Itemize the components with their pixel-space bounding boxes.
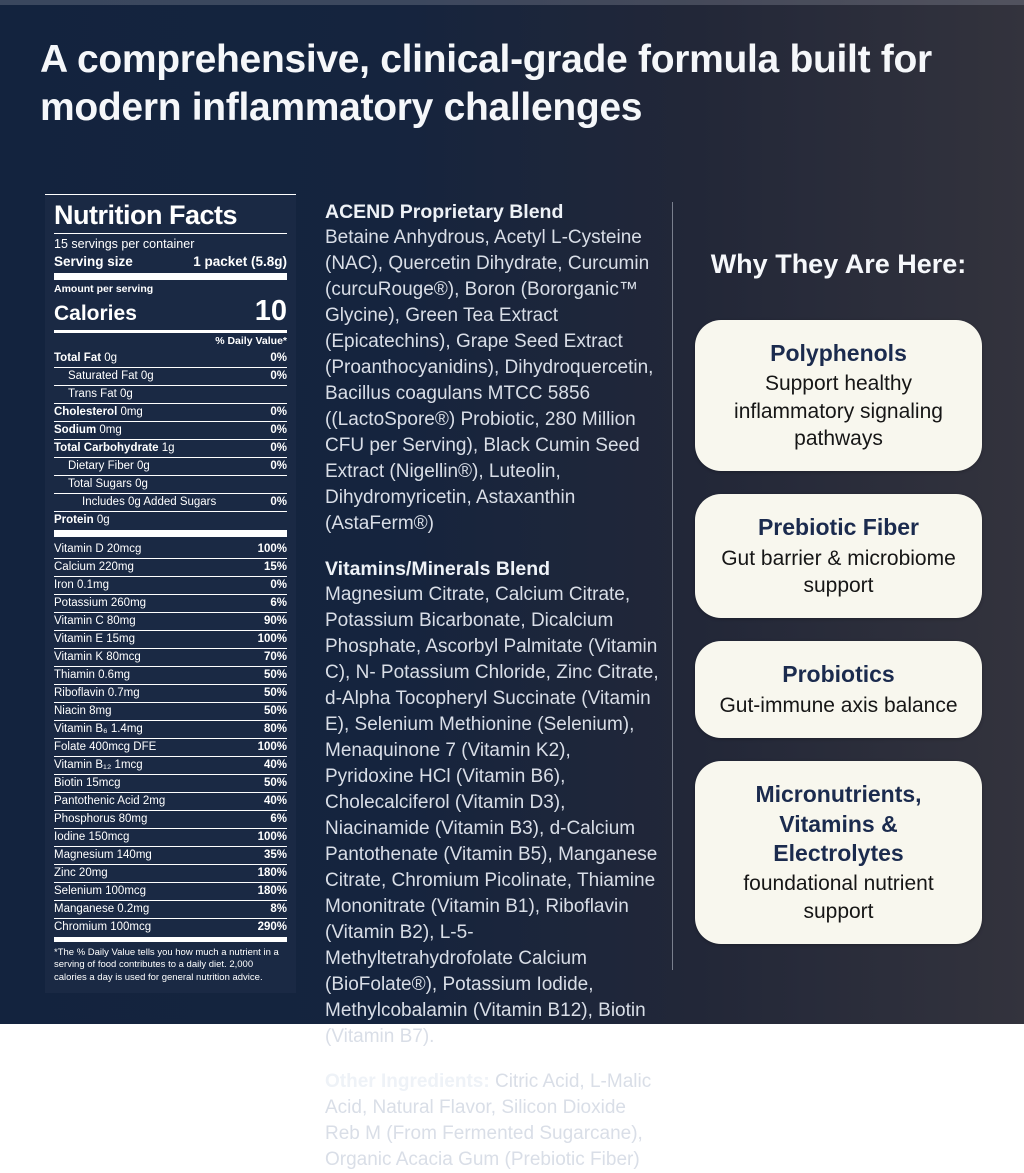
benefit-card-title: Micronutrients, Vitamins & Electrolytes [755,781,922,866]
benefit-card-body: foundational nutrient support [743,872,934,923]
daily-value: 6% [270,597,287,610]
benefit-card-body: Support healthy inflammatory signaling pathways [734,372,943,451]
nutrition-row [54,349,287,367]
daily-value: 50% [263,687,287,700]
nutrient-name: Vitamin B₆ 1.4mg [54,723,143,736]
nutrient-name: Riboflavin 0.7mg [54,687,140,700]
benefits-heading: Why They Are Here: [710,249,967,279]
benefit-card-body: Gut barrier & microbiome support [721,546,956,598]
daily-value: 100% [257,542,287,555]
nutrient-name: Includes 0g Added Sugars [82,496,217,509]
daily-value: 180% [257,885,287,898]
nutrient-name: Sodium 0mg [54,424,122,437]
daily-value: 6% [270,813,287,826]
benefit-card [695,641,982,738]
nutrient-name: Biotin 15mcg [54,777,121,790]
benefit-card-title: Polyphenols [770,340,907,366]
nutrition-row [54,846,287,864]
nutrition-row [54,648,287,666]
benefit-card-title: Probiotics [782,661,895,688]
daily-value: 40% [263,795,287,808]
nutrition-row [54,918,287,936]
benefits-column [695,249,982,967]
nutrition-row [54,810,287,828]
nutrition-row [54,594,287,612]
daily-value: 0% [270,442,287,455]
separator-bar [54,530,287,537]
benefit-cards [695,320,982,944]
benefit-card [695,761,982,944]
nutrient-name: Phosphorus 80mg [54,813,148,826]
nutrition-row [54,702,287,720]
nutrition-row [54,439,287,457]
daily-value: 15% [263,561,287,574]
daily-value: 290% [257,921,287,934]
daily-value: 0% [270,370,287,383]
nutrition-row [54,720,287,738]
calories-label: Calories [54,301,137,325]
benefit-card-body: Gut-immune axis balance [719,693,958,717]
daily-value: 100% [257,741,287,754]
nutrient-name: Folate 400mcg DFE [54,741,157,754]
nutrient-name: Calcium 220mg [54,561,134,574]
calories-row [54,295,287,333]
nutrition-row [54,511,287,529]
nutrition-row [54,403,287,421]
ingredients-section-heading: Vitamins/Minerals Blend [325,558,551,580]
daily-value: 50% [263,705,287,718]
macro-nutrient-rows [54,349,287,529]
nutrient-name: Manganese 0.2mg [54,903,150,916]
ingredients-section-heading: ACEND Proprietary Blend [325,201,564,223]
nutrition-row [54,684,287,702]
nutrition-row [54,828,287,846]
nutrition-row [54,558,287,576]
nutrient-name: Iodine 150mcg [54,831,130,844]
nutrient-name: Vitamin K 80mcg [54,651,141,664]
nutrient-name: Potassium 260mg [54,597,147,610]
ingredients-paragraph: Other Ingredients: Citric Acid, L-Malic Acid, Natural Flavor, Silicon Dioxide Reb M (From Fermented Sugarcane), Organic Acacia Gum (Prebiotic Fiber) [325,1071,652,1170]
nutrition-row [54,756,287,774]
nutrition-facts-panel [45,194,296,993]
nutrition-row [54,367,287,385]
nutrient-name: Total Fat 0g [54,351,118,364]
nutrient-name: Dietary Fiber 0g [68,460,150,473]
daily-value-header: % Daily Value* [215,334,287,347]
nutrient-name: Protein 0g [54,514,110,527]
nutrition-row [54,738,287,756]
nutrient-name: Total Carbohydrate 1g [54,442,175,455]
daily-value: 0% [270,424,287,437]
daily-value: 0% [270,496,287,509]
nutrition-row [54,612,287,630]
nutrient-name: Niacin 8mg [54,705,112,718]
nutrition-row [54,774,287,792]
nutrition-row [54,385,287,403]
vertical-divider [672,202,673,970]
nutrition-row [54,630,287,648]
nutrition-row [54,666,287,684]
nutrient-name: Trans Fat 0g [68,388,133,401]
daily-value: 0% [270,351,287,364]
nutrition-row [54,457,287,475]
daily-value: 80% [263,723,287,736]
nutrient-name: Cholesterol 0mg [54,406,143,419]
nutrition-row [54,792,287,810]
daily-value: 40% [263,759,287,772]
nutrient-name: Saturated Fat 0g [68,370,154,383]
serving-size-label: Serving size [54,253,133,269]
daily-value: 35% [263,849,287,862]
daily-value: 180% [257,867,287,880]
nutrition-row [54,864,287,882]
daily-value: 100% [257,633,287,646]
amount-per-serving-label: Amount per serving [54,282,154,295]
micro-nutrient-rows [54,540,287,936]
calories-value: 10 [254,294,287,327]
nutrition-row [54,493,287,511]
daily-value-footnote: *The % Daily Value tells you how much a nutrient in a serving of food contributes to a daily diet. 2,000 calories a day is used for general nutrition advice. [54,946,279,984]
nutrition-row [54,882,287,900]
serving-size-row [54,253,287,272]
nutrition-row [54,421,287,439]
nutrition-row [54,576,287,594]
daily-value: 0% [270,460,287,473]
nutrient-name: Chromium 100mcg [54,921,152,934]
nutrient-name: Vitamin C 80mg [54,615,136,628]
nutrition-row [54,540,287,558]
nutrient-name: Vitamin B₁₂ 1mcg [54,759,143,772]
daily-value: 100% [257,831,287,844]
page-title: A comprehensive, clinical-grade formula built for modern inflammatory challenges [40,38,932,129]
daily-value: 8% [270,903,287,916]
nutrition-facts-title: Nutrition Facts [54,200,287,234]
serving-size-value: 1 packet (5.8g) [193,253,287,269]
nutrient-name: Vitamin E 15mg [54,633,135,646]
daily-value: 70% [263,651,287,664]
benefit-card-title: Prebiotic Fiber [757,514,920,541]
ingredients-paragraph: Magnesium Citrate, Calcium Citrate, Potassium Bicarbonate, Dicalcium Phosphate, Ascorbyl Palmitate (Vitamin C), N- Potassium Chloride, Zinc Citrate, d-Alpha Tocopheryl Succinate (Vitamin E), Selenium Methionine (Selenium), Menaquinone 7 (Vitamin K2), Pyridoxine HCl (Vitamin B6), Cholecalciferol (Vitamin D3), Niacinamide (Vitamin B3), d-Calcium Pantothenate (Vitamin B5), Manganese Citrate, Chromium Picolinate, Thiamine Mononitrate (Vitamin B1), Riboflavin (Vitamin B2), L-5-Methyltetrahydrofolate Calcium (BioFolate®), Potassium Iodide, Methylcobalamin (Vitamin B12), Biotin (Vitamin B7). [325,584,659,1047]
benefit-card [695,494,982,618]
nutrient-name: Magnesium 140mg [54,849,152,862]
daily-value: 50% [263,777,287,790]
daily-value: 0% [270,406,287,419]
nutrient-name: Selenium 100mcg [54,885,147,898]
separator-bar [54,937,287,942]
daily-value: 0% [270,579,287,592]
nutrient-name: Zinc 20mg [54,867,108,880]
daily-value: 50% [263,669,287,682]
nutrient-name: Pantothenic Acid 2mg [54,795,166,808]
ingredients-paragraph: Betaine Anhydrous, Acetyl L-Cysteine (NAC), Quercetin Dihydrate, Curcumin (curcuRouge®), Boron (Bororganic™ Glycine), Green Tea Extract (Epicatechins), Grape Seed Extract (Proanthocyanidins), Dihydroquercetin, Bacillus coagulans MTCC 5856 ((LactoSpore®) Probiotic, 280 Million CFU per Serving), Black Cumin Seed Extract (Nigellin®), Luteolin, Dihydromyricetin, Astaxanthin (AstaFerm®) [325,227,654,534]
nutrient-name: Iron 0.1mg [54,579,109,592]
nutrition-row [54,475,287,493]
daily-value: 90% [263,615,287,628]
nutrient-name: Thiamin 0.6mg [54,669,131,682]
ingredients-column [325,199,659,1173]
nutrient-name: Total Sugars 0g [68,478,148,491]
ingredients-section-heading: Other Ingredients: [325,1071,495,1092]
nutrient-name: Vitamin D 20mcg [54,542,142,555]
separator-bar [54,273,287,280]
nutrition-row [54,900,287,918]
benefit-card [695,320,982,471]
servings-per-container: 15 servings per container [54,237,195,252]
